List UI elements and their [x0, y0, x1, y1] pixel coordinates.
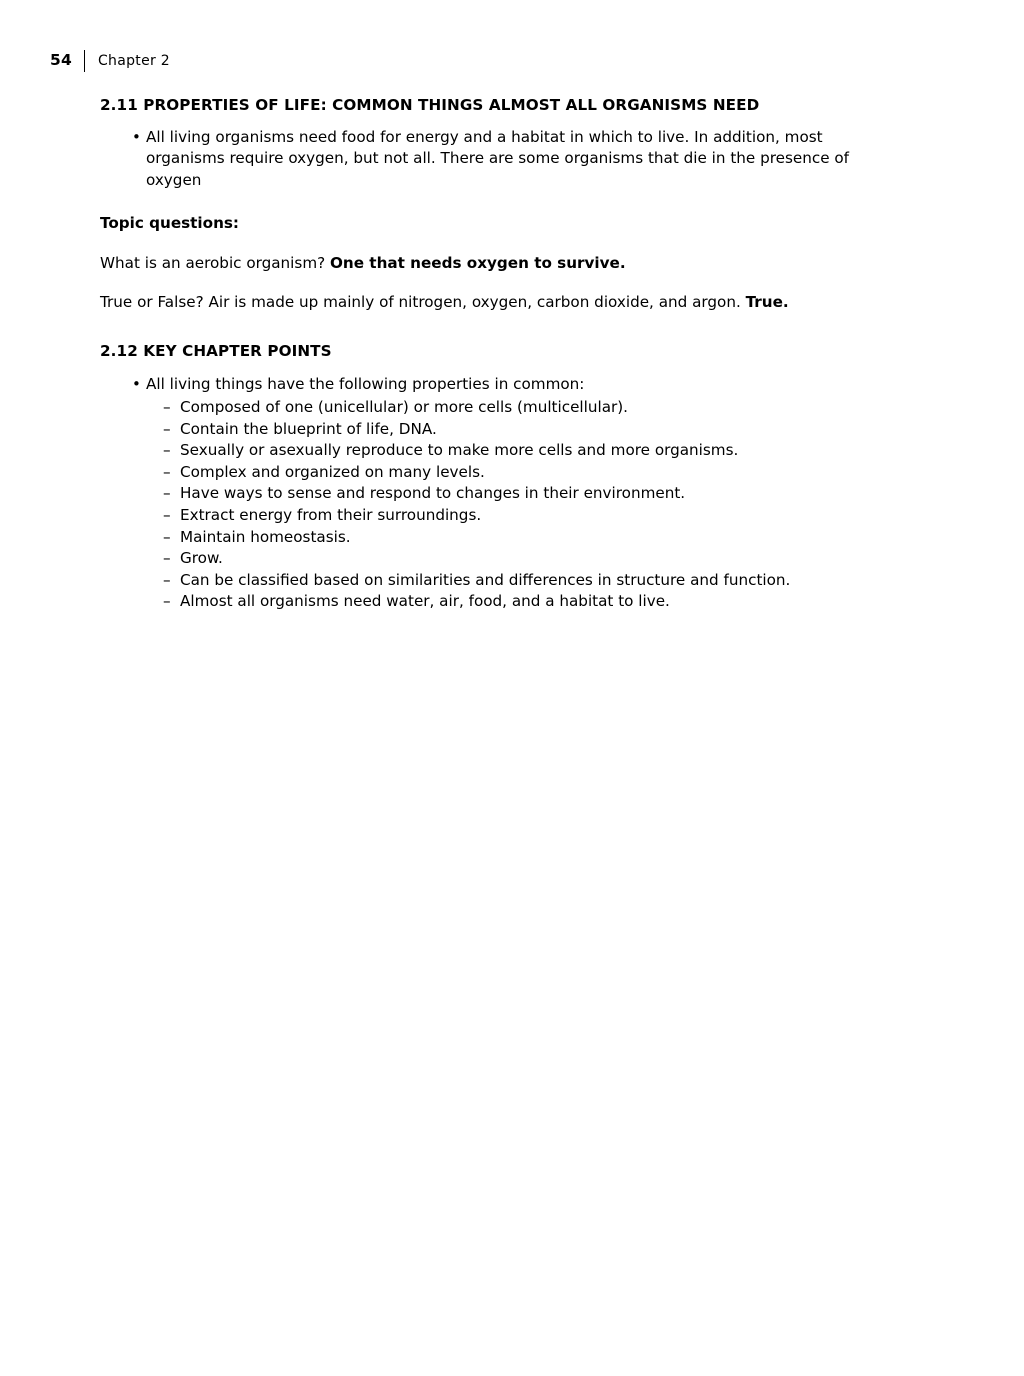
section-2-11-bullet-list	[100, 127, 870, 192]
list-item: – Contain the blueprint of life, DNA.	[100, 419, 870, 441]
list-item: – Extract energy from their surroundings.	[100, 505, 870, 527]
question-text: What is an aerobic organism?	[100, 253, 330, 272]
section-2-12-bullet-list	[100, 374, 870, 396]
running-header	[50, 48, 170, 74]
list-item: • All living things have the following properties in common:	[100, 374, 870, 396]
list-item: – Almost all organisms need water, air, food, and a habitat to live.	[100, 591, 870, 613]
list-item: – Maintain homeostasis.	[100, 527, 870, 549]
list-item: – Can be classified based on similarities and differences in structure and function.	[100, 570, 870, 592]
list-item: – Grow.	[100, 548, 870, 570]
answer-text: True.	[745, 292, 789, 311]
page-number: 54	[50, 51, 72, 70]
chapter-label: Chapter 2	[97, 53, 171, 69]
list-item: – Complex and organized on many levels.	[100, 462, 870, 484]
topic-questions-label: Topic questions:	[100, 214, 239, 233]
page-content	[100, 96, 870, 613]
section-heading-2-11: 2.11 PROPERTIES OF LIFE: COMMON THINGS ALMOST ALL ORGANISMS NEED	[100, 96, 760, 114]
list-item: – Sexually or asexually reproduce to make more cells and more organisms.	[100, 440, 870, 462]
topic-question-2	[100, 291, 870, 313]
topic-question-1	[100, 252, 870, 274]
section-heading-2-12: 2.12 KEY CHAPTER POINTS	[100, 341, 332, 360]
list-item: • All living organisms need food for energy and a habitat in which to live. In addition, most organisms require oxygen, but not all. There are some organisms that die in the presence of oxygen	[100, 127, 870, 192]
answer-text: One that needs oxygen to survive.	[330, 253, 626, 272]
list-item: – Composed of one (unicellular) or more cells (multicellular).	[100, 397, 870, 419]
question-text: True or False? Air is made up mainly of nitrogen, oxygen, carbon dioxide, and argon.	[100, 292, 746, 311]
list-item: – Have ways to sense and respond to changes in their environment.	[100, 483, 870, 505]
section-2-12-sub-list	[100, 397, 870, 613]
